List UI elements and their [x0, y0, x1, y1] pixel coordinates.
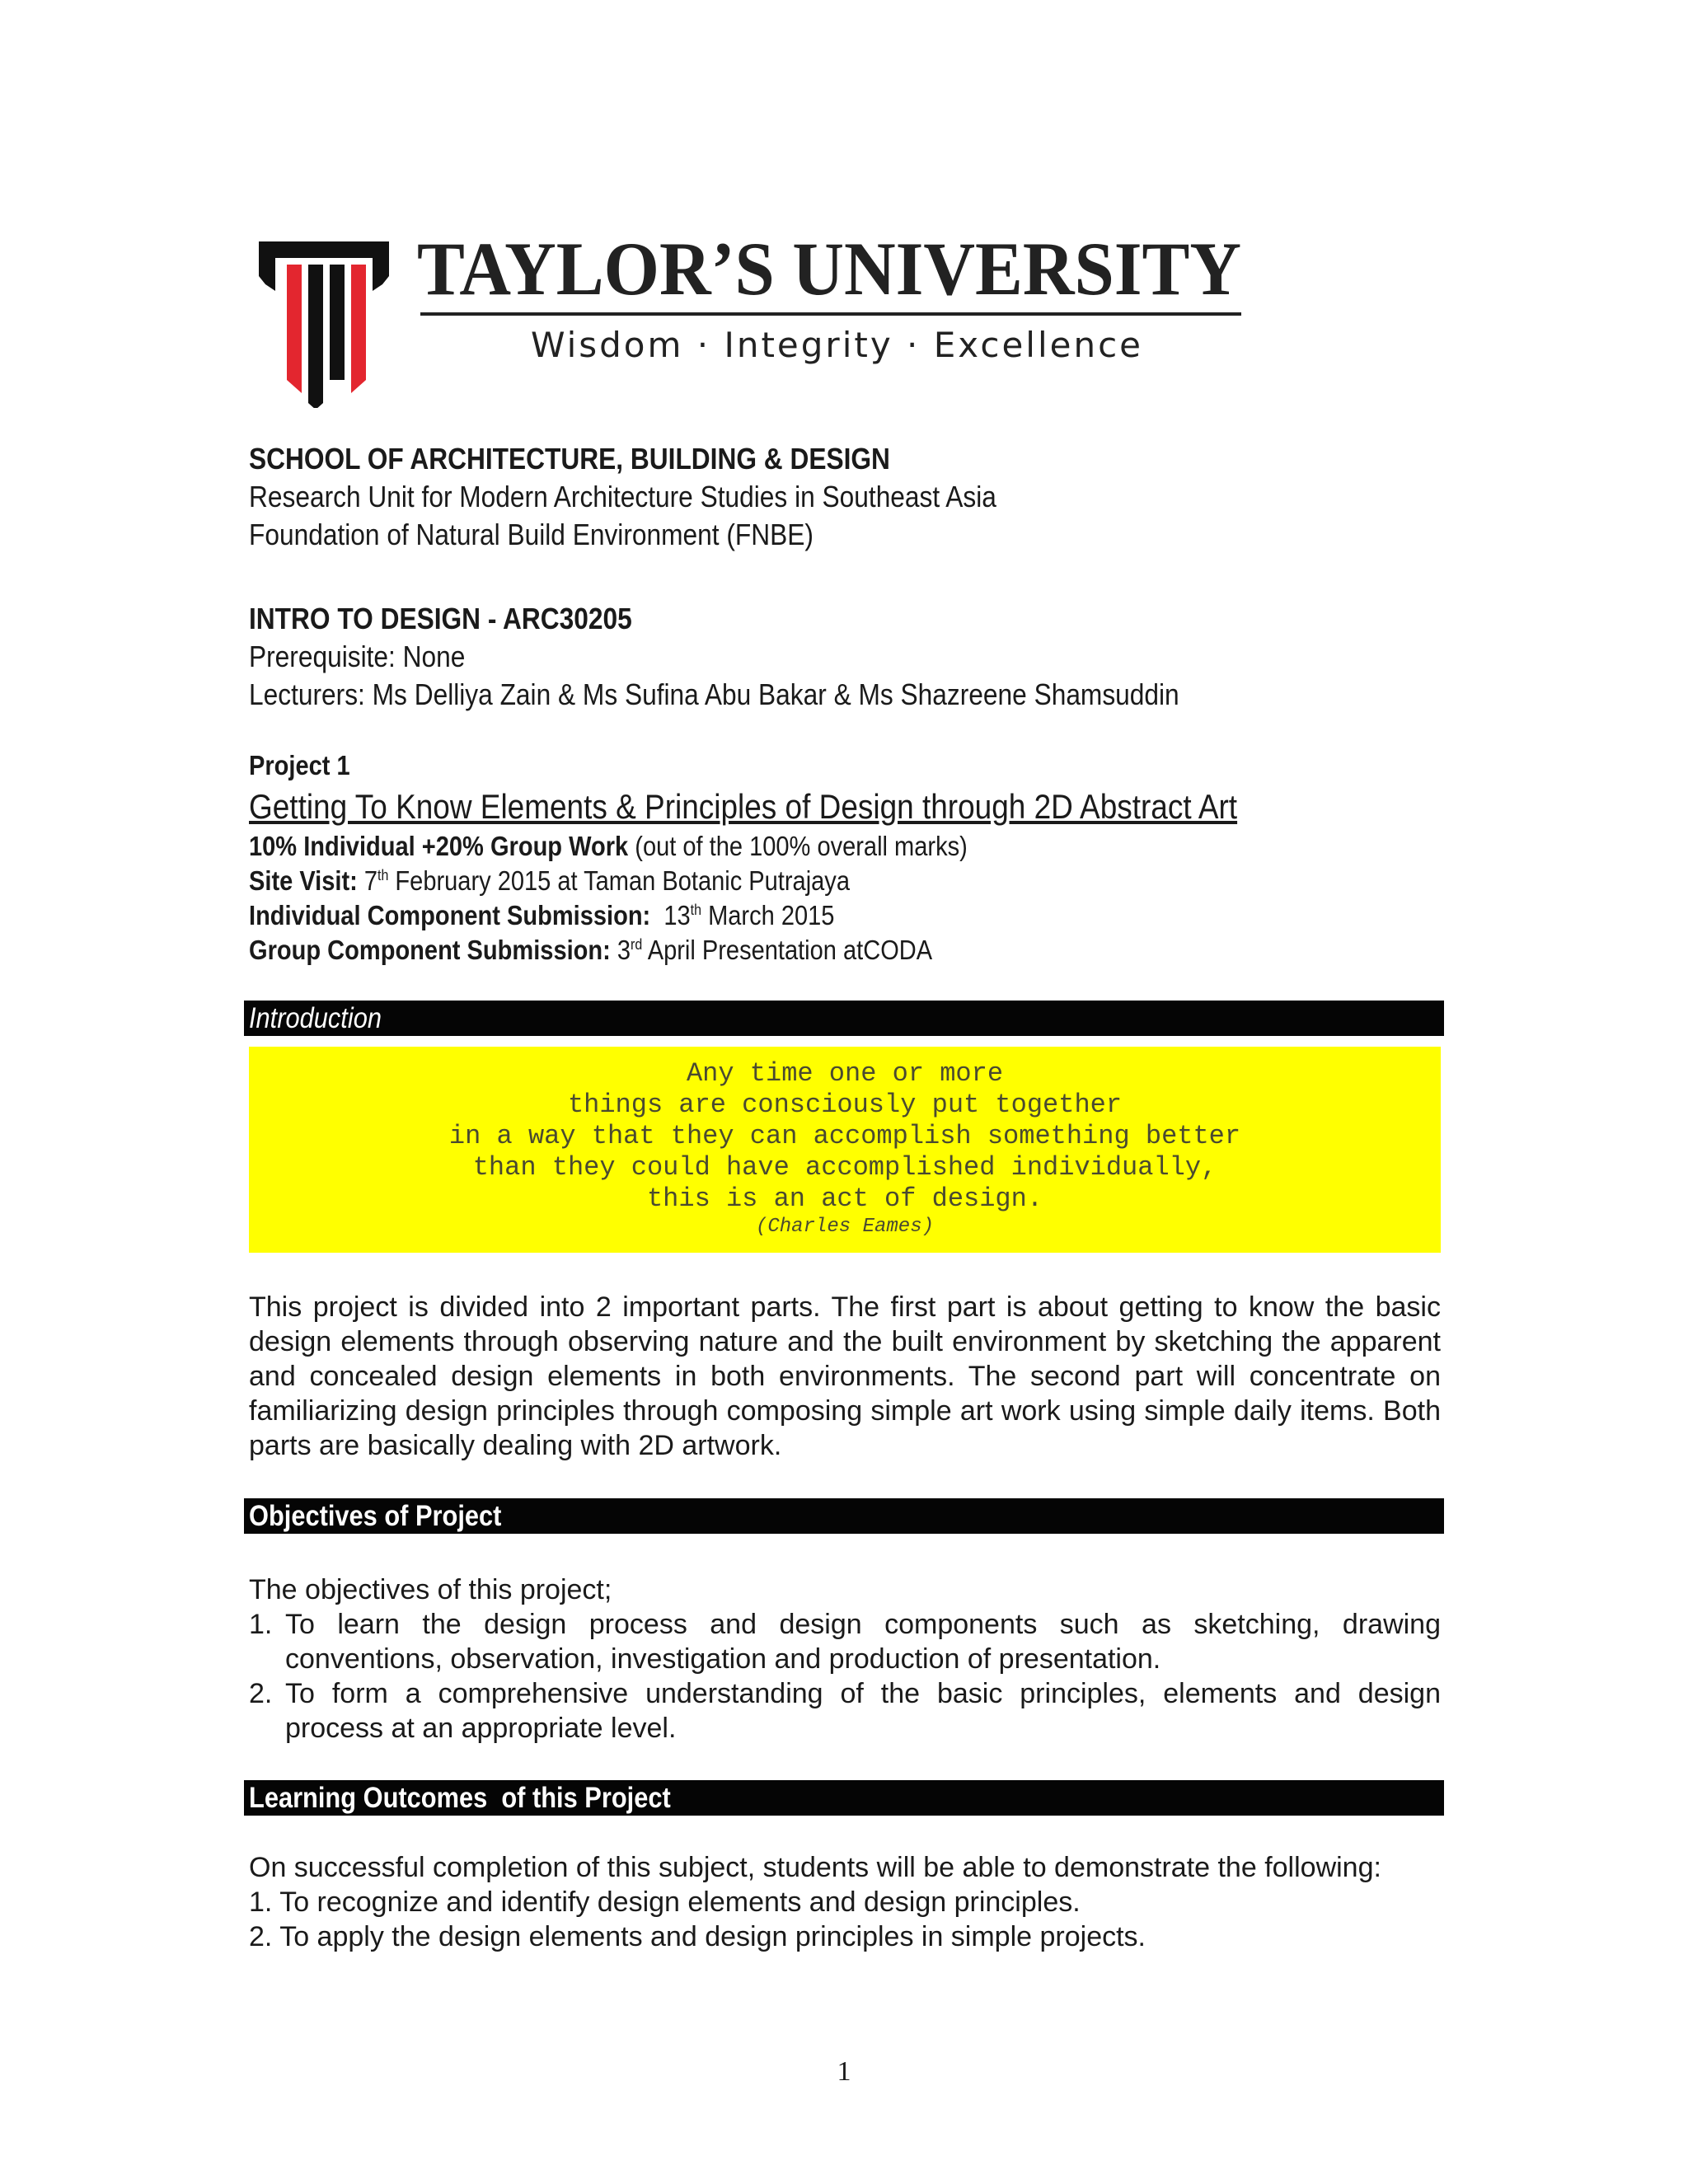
quote-line: things are consciously put together — [567, 1090, 1123, 1120]
outcomes-heading-text: Learning Outcomes of this Project — [249, 1782, 671, 1814]
indiv-rest: March 2015 — [701, 900, 835, 930]
individual-submission — [249, 900, 834, 931]
quote-line: in a way that they can accomplish something better — [448, 1121, 1241, 1151]
item-number: 2. — [249, 1678, 273, 1709]
project-title: Getting To Know Elements & Principles of Design through 2D Abstract Art — [249, 787, 1238, 826]
outcomes-heading — [244, 1780, 1444, 1816]
list-item: 2. To apply the design elements and design principles in simple projects. — [249, 1921, 1146, 1952]
objectives-list — [249, 1572, 1441, 1746]
quote-line: Any time one or more — [686, 1058, 1004, 1089]
weight-rest: (out of the 100% overall marks) — [628, 831, 968, 861]
introduction-heading-text: Introduction — [249, 1002, 382, 1034]
foundation-name: Foundation of Natural Build Environment (FNBE) — [249, 518, 814, 551]
site-visit — [249, 865, 850, 897]
logo-tagline: Wisdom · Integrity · Excellence — [531, 325, 1141, 365]
quote-author: (Charles Eames) — [755, 1216, 935, 1238]
logo-wordmark: TAYLOR’S UNIVERSITY — [417, 235, 1241, 311]
group-day: 3 — [610, 935, 631, 965]
item-number: 1. — [249, 1609, 273, 1640]
outcomes-intro: On successful completion of this subject, students will be able to demonstrate the following: — [249, 1852, 1381, 1883]
group-sup: rd — [631, 936, 643, 953]
indiv-label: Individual Component Submission: — [249, 900, 651, 930]
weight-bold: 10% Individual +20% Group Work — [249, 831, 629, 861]
objectives-intro: The objectives of this project; — [249, 1574, 612, 1605]
indiv-sup: th — [690, 902, 701, 918]
item-text: To learn the design process and design components such as sketching, drawing conventions, observation, investigation and production of presentation. — [285, 1609, 1441, 1675]
group-label: Group Component Submission: — [249, 935, 611, 965]
quote-box — [249, 1047, 1441, 1253]
school-name: SCHOOL OF ARCHITECTURE, BUILDING & DESIGN — [249, 442, 890, 476]
research-unit: Research Unit for Modern Architecture Studies in Southeast Asia — [249, 480, 996, 513]
group-rest: April Presentation atCODA — [642, 935, 933, 965]
quote-line: this is an act of design. — [646, 1183, 1043, 1214]
quote-line: than they could have accomplished individually, — [472, 1152, 1217, 1183]
item-text: To form a comprehensive understanding of the basic principles, elements and design process at an appropriate level. — [285, 1678, 1441, 1744]
prerequisite: Prerequisite: None — [249, 640, 466, 673]
project-label: Project 1 — [249, 750, 350, 780]
group-submission — [249, 935, 932, 966]
introduction-paragraph: This project is divided into 2 important parts. The first part is about getting to know the basic design elements through observing nature and the built environment by sketching the apparent and concealed design elements in both environments. The second part will concentrate on familiarizing design principles through composing simple art work using simple daily items. Both parts are basically dealing with 2D artwork. — [249, 1291, 1441, 1461]
list-item: 1. To recognize and identify design elements and design principles. — [249, 1886, 1081, 1918]
site-visit-label: Site Visit: — [249, 865, 358, 896]
objectives-heading — [244, 1498, 1444, 1534]
project-weight — [249, 831, 968, 862]
list-item — [249, 1607, 1441, 1676]
indiv-day: 13 — [650, 900, 691, 930]
university-logo — [256, 235, 1261, 408]
list-item — [249, 1676, 1441, 1746]
lecturers: Lecturers: Ms Delliya Zain & Ms Sufina Abu Bakar & Ms Shazreene Shamsuddin — [249, 677, 1179, 711]
outcomes-list — [249, 1850, 1441, 1954]
site-visit-sup: th — [377, 867, 389, 883]
page-number: 1 — [837, 2056, 851, 2087]
objectives-heading-text: Objectives of Project — [249, 1500, 502, 1532]
site-visit-day: 7 — [357, 865, 378, 896]
introduction-heading — [244, 1001, 1444, 1036]
course-title: INTRO TO DESIGN - ARC30205 — [249, 602, 632, 635]
site-visit-rest: February 2015 at Taman Botanic Putrajaya — [388, 865, 850, 896]
